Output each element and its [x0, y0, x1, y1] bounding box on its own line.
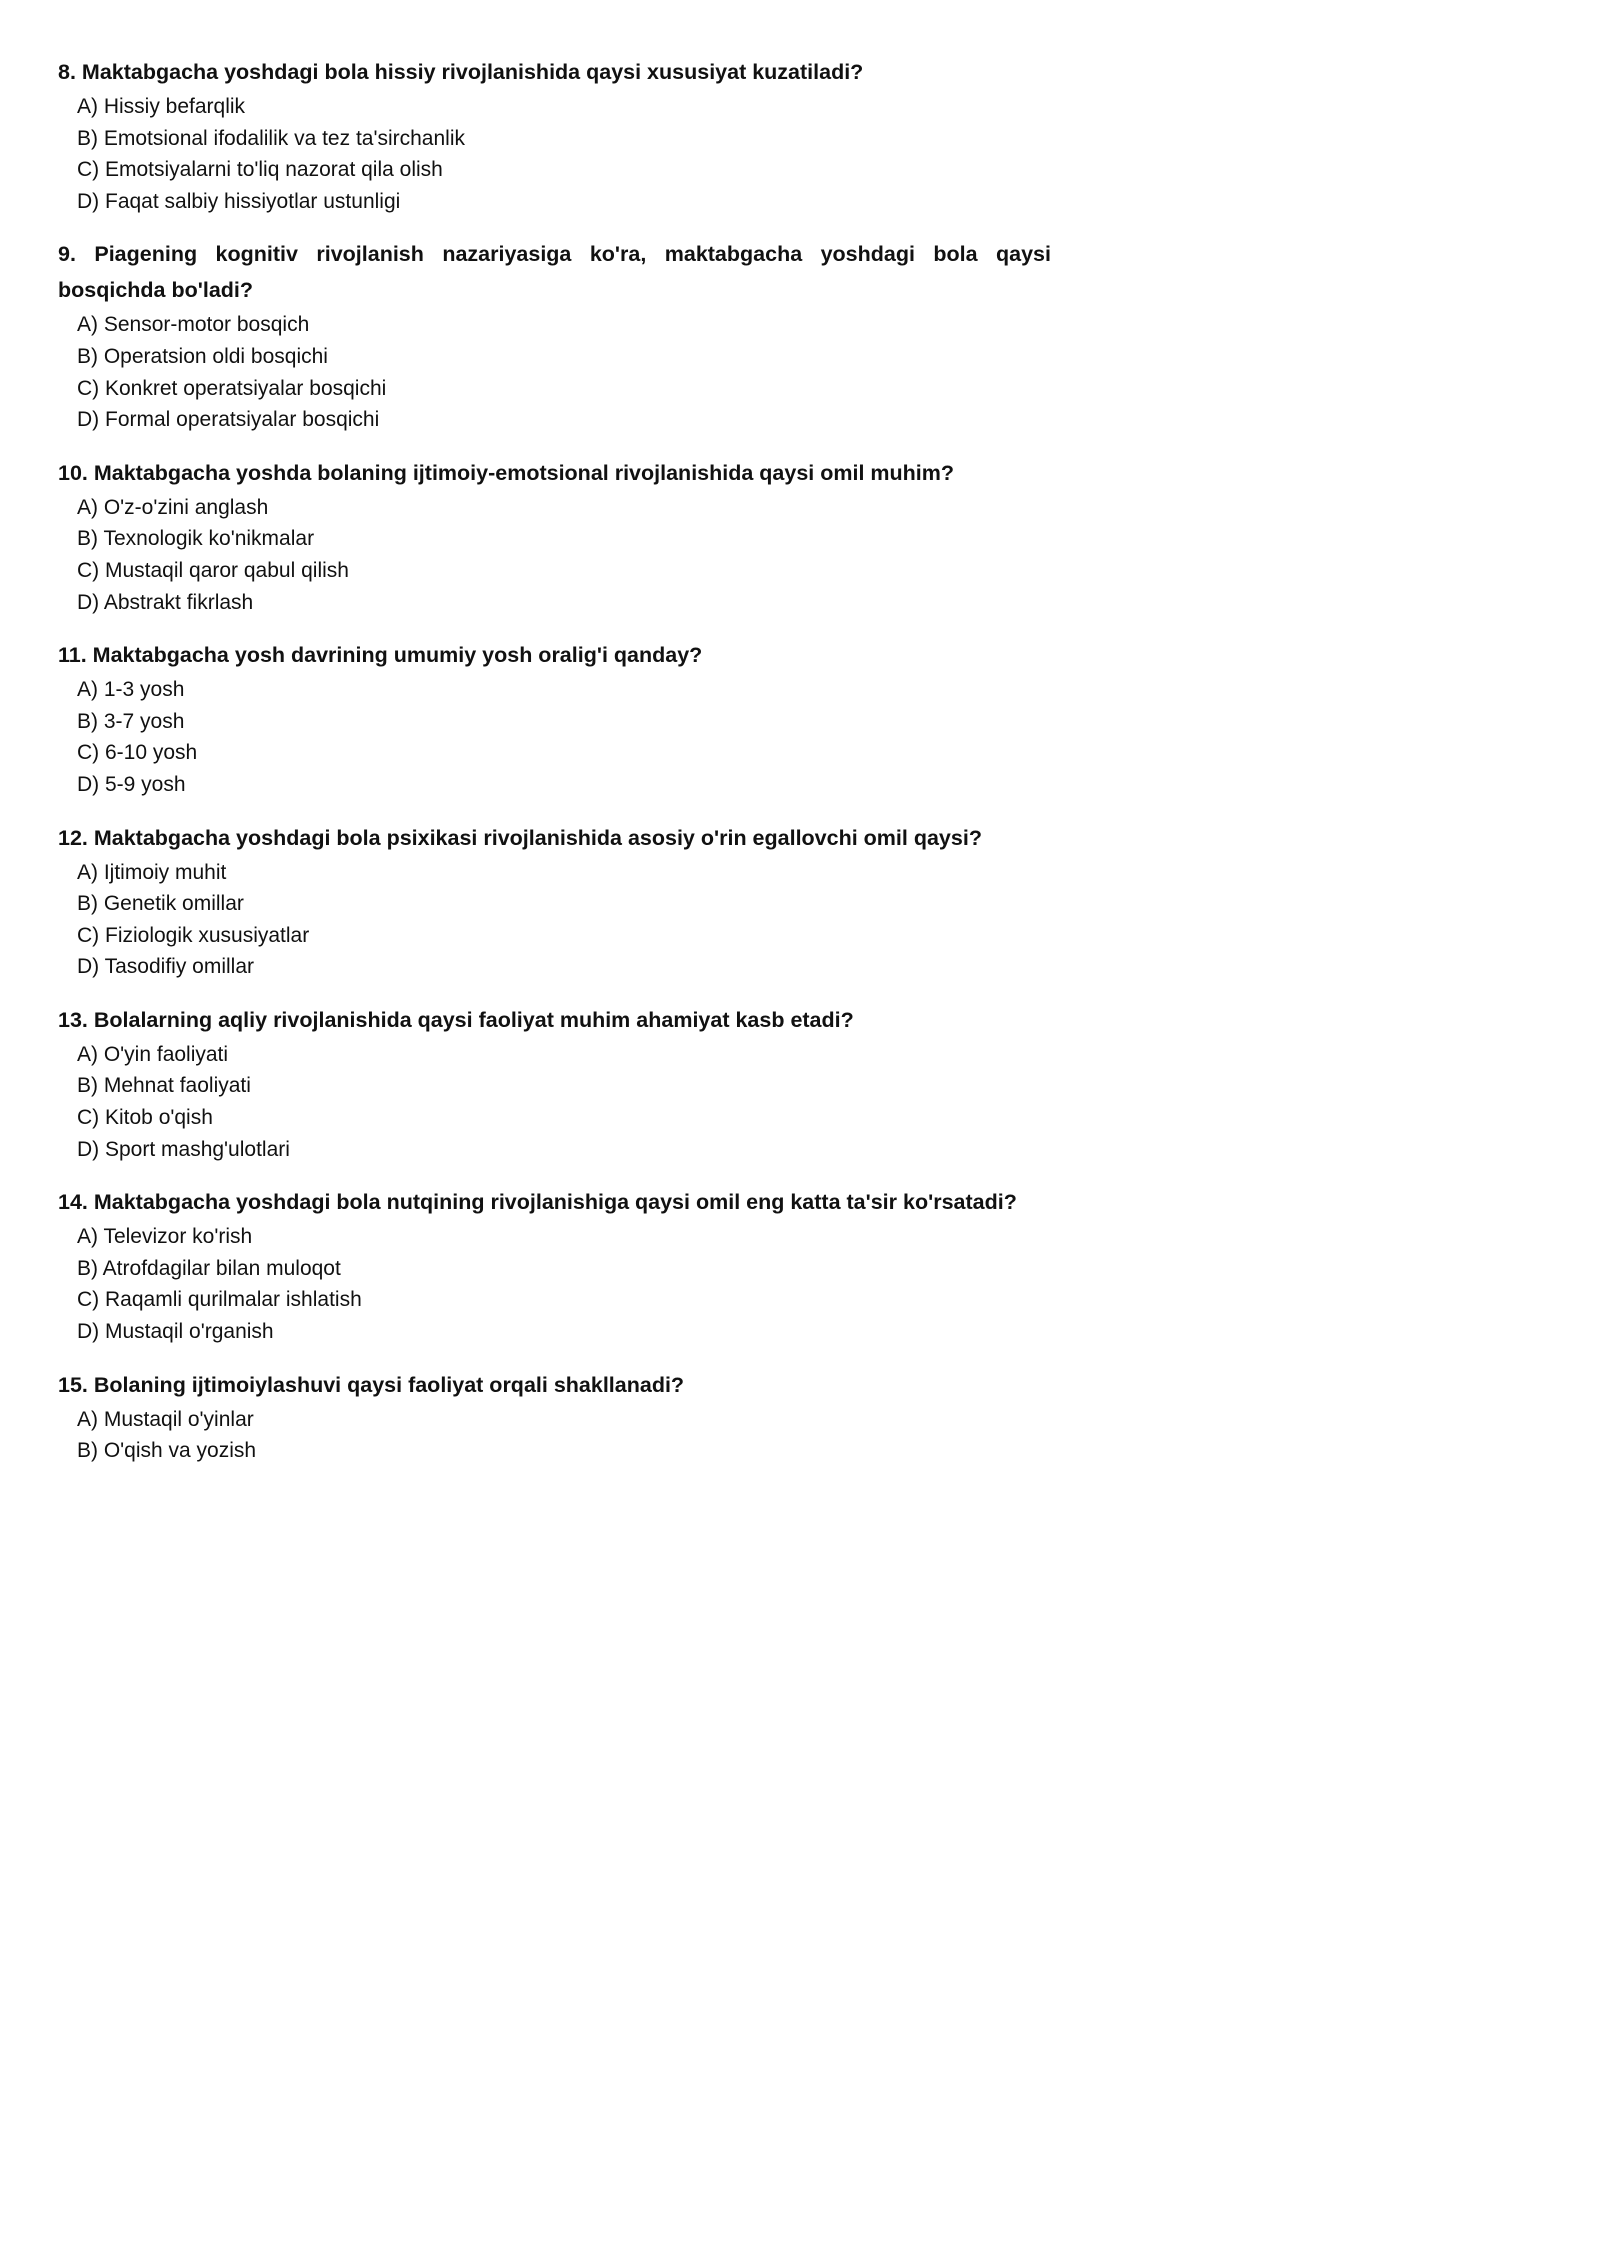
answer-options: [58, 91, 1051, 217]
answer-options: [58, 1039, 1051, 1165]
option-a: A) Televizor ko'rish: [77, 1225, 253, 1249]
question-12: [58, 820, 1051, 983]
option-b: B) O'qish va yozish: [77, 1439, 257, 1463]
question-title: 14. Maktabgacha yoshdagi bola nutqining rivojlanishiga qaysi omil eng katta ta'sir ko'rsatadi?: [58, 1190, 1017, 1215]
option-d: D) Tasodifiy omillar: [77, 955, 254, 979]
option-a: A) Sensor-motor bosqich: [77, 313, 310, 337]
option-a: A) Hissiy befarqlik: [77, 95, 246, 118]
option-c: C) Mustaqil qaror qabul qilish: [77, 558, 349, 582]
question-title: 8. Maktabgacha yoshdagi bola hissiy rivojlanishida qaysi xususiyat kuzatiladi?: [58, 60, 864, 84]
option-c: C) Raqamli qurilmalar ishlatish: [77, 1288, 362, 1312]
option-b: B) Atrofdagilar bilan muloqot: [77, 1256, 341, 1280]
question-15: [58, 1367, 1051, 1467]
question-title: 13. Bolalarning aqliy rivojlanishida qaysi faoliyat muhim ahamiyat kasb etadi?: [58, 1007, 854, 1032]
option-b: B) Operatsion oldi bosqichi: [77, 344, 328, 368]
option-b: B) 3-7 yosh: [77, 709, 185, 733]
question-14: [58, 1184, 1051, 1347]
question-9: [58, 236, 1051, 435]
option-b: B) Emotsional ifodalilik va tez ta'sirchanlik: [77, 126, 465, 150]
question-13: [58, 1002, 1051, 1165]
answer-options: [58, 1221, 1051, 1347]
option-c: C) Kitob o'qish: [77, 1106, 213, 1130]
option-b: B) Mehnat faoliyati: [77, 1074, 251, 1098]
option-d: D) Formal operatsiyalar bosqichi: [77, 408, 380, 432]
option-b: B) Genetik omillar: [77, 892, 244, 916]
option-c: C) Konkret operatsiyalar bosqichi: [77, 376, 387, 400]
answer-options: [58, 309, 1051, 435]
option-a: A) O'z-o'zini anglash: [77, 495, 269, 519]
question-8: [58, 54, 1051, 217]
question-title: 15. Bolaning ijtimoiylashuvi qaysi faoliyat orqali shakllanadi?: [58, 1372, 685, 1397]
option-b: B) Texnologik ko'nikmalar: [77, 527, 315, 551]
answer-options: [58, 1404, 1051, 1467]
option-a: A) Mustaqil o'yinlar: [77, 1407, 254, 1431]
question-11: [58, 637, 1051, 800]
option-a: A) O'yin faoliyati: [77, 1042, 229, 1066]
question-title: 12. Maktabgacha yoshdagi bola psixikasi rivojlanishida asosiy o'rin egallovchi omil qaysi?: [58, 825, 982, 850]
answer-options: [58, 492, 1051, 618]
option-a: A) Ijtimoiy muhit: [77, 860, 227, 884]
answer-options: [58, 857, 1051, 983]
answer-options: [58, 674, 1051, 800]
document-page: [58, 54, 1051, 1486]
option-d: D) Mustaqil o'rganish: [77, 1320, 274, 1344]
option-c: C) Fiziologik xususiyatlar: [77, 923, 310, 947]
option-a: A) 1-3 yosh: [77, 678, 185, 702]
option-c: C) Emotsiyalarni to'liq nazorat qila olish: [77, 158, 443, 182]
option-d: D) Abstrakt fikrlash: [77, 590, 254, 614]
option-d: D) Sport mashg'ulotlari: [77, 1137, 290, 1161]
option-c: C) 6-10 yosh: [77, 741, 198, 765]
question-title: 10. Maktabgacha yoshda bolaning ijtimoiy-emotsional rivojlanishida qaysi omil muhim?: [58, 460, 955, 485]
question-title: 9. Piagening kognitiv rivojlanish nazariyasiga ko'ra, maktabgacha yoshdagi bola qaysi bosqichda bo'ladi?: [58, 242, 1051, 303]
question-10: [58, 455, 1051, 618]
question-title: 11. Maktabgacha yosh davrining umumiy yosh oralig'i qanday?: [58, 643, 703, 668]
option-d: D) Faqat salbiy hissiyotlar ustunligi: [77, 189, 401, 213]
option-d: D) 5-9 yosh: [77, 772, 186, 796]
